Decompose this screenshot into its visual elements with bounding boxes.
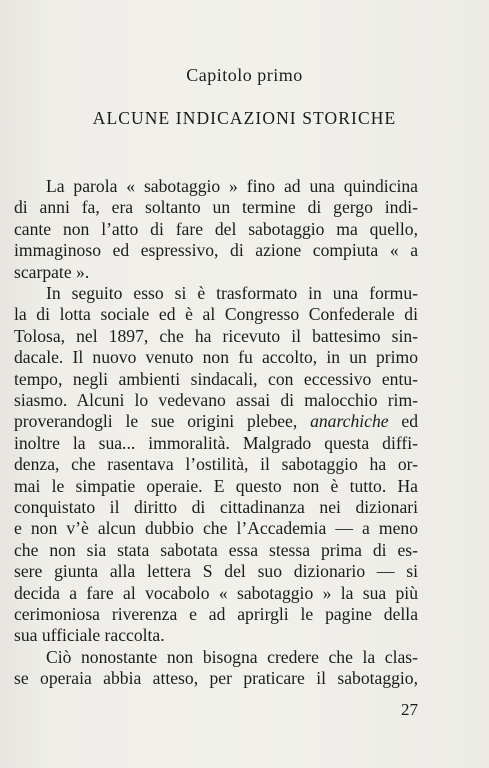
text-line: che non sia stata sabotata essa stessa prima di es- [14, 539, 418, 560]
text-line: inoltre la sua... immoralità. Malgrado questa diffi- [14, 432, 418, 453]
page-number: 27 [401, 699, 418, 719]
text-line: di anni fa, era soltanto un termine di gergo indi- [14, 197, 418, 218]
text-line: e non v’è alcun dubbio che l’Accademia — a meno [14, 518, 418, 539]
text-line: Ciò nonostante non bisogna credere che la clas- [46, 646, 418, 667]
text-line: La parola « sabotaggio » fino ad una quindicina [46, 176, 418, 196]
text-line: tempo, negli ambienti sindacali, con eccessivo entu- [14, 368, 418, 389]
text-line: In seguito esso si è trasformato in una formu- [46, 283, 418, 303]
text-line: Tolosa, nel 1897, che ha ricevuto il battesimo sin- [14, 325, 418, 346]
text-line: scarpate ». [14, 261, 90, 282]
text-line: se operaia abbia atteso, per praticare il sabotaggio, [14, 668, 418, 689]
text-line: sere giunta alla lettera S del suo dizionario — si [14, 561, 418, 582]
text-line: siasmo. Alcuni lo vedevano assai di malocchio rim- [14, 390, 418, 410]
text-line: sua ufficiale raccolta. [14, 625, 165, 646]
text-line: cerimoniosa riverenza e ad aprirgli le pagine della [14, 604, 418, 624]
text-line: decida a fare al vocabolo « sabotaggio » la sua più [14, 582, 418, 603]
text-line: dacale. Il nuovo venuto non fu accolto, in un primo [14, 347, 418, 368]
text-line: denza, che rasentava l’ostilità, il sabotaggio ha or- [14, 454, 418, 475]
text-line: proverandogli le sue origini plebee, anarchiche ed [14, 411, 418, 432]
text-line: immaginoso ed espressivo, di azione compiuta « a [14, 240, 418, 261]
text-line: la di lotta sociale ed è al Congresso Confederale di [14, 304, 418, 325]
chapter-label: Capitolo primo [186, 65, 303, 85]
text-line: conquistato il diritto di cittadinanza nei dizionari [14, 497, 418, 517]
section-title: ALCUNE INDICAZIONI STORICHE [92, 108, 397, 128]
text-line: cante non l’atto di fare del sabotaggio ma quello, [14, 218, 418, 239]
text-line: mai le simpatie operaie. E questo non è tutto. Ha [14, 475, 418, 496]
